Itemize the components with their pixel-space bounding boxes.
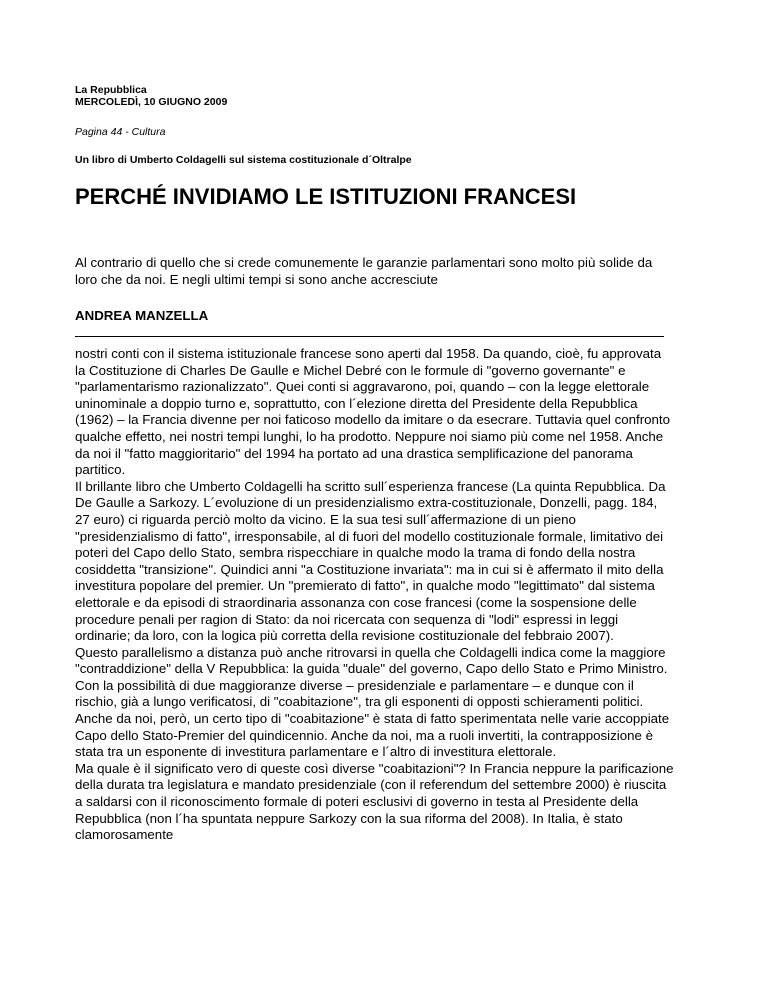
article-kicker: Un libro di Umberto Coldagelli sul sistema costituzionale d´Oltralpe bbox=[75, 154, 412, 166]
body-paragraph: nostri conti con il sistema istituzionale francese sono aperti dal 1958. Da quando, cioè, fu approvata la Costituzione di Charles De Gaulle e Michel Debré con le formule di "governo governante" e "parlamentarismo razionalizzato". Quei conti si aggravarono, poi, quando – con la legge elettorale uninominale a doppio turno e, soprattutto, con l´elezione diretta del Presidente della Repubblica (1962) – la Francia divenne per noi faticoso modello da imitare o da esecrare. Tuttavia quel confronto qualche effetto, nei nostri tempi lunghi, lo ha prodotto. Neppure noi siamo più come nel 1958. Anche da noi il "fatto maggioritario" del 1994 ha portato ad una drastica semplificazione del panorama partitico. bbox=[75, 346, 671, 478]
body-paragraph: Ma quale è il significato vero di queste così diverse "coabitazioni"? In Francia neppure la parificazione della durata tra legislatura e mandato presidenziale (con il referendum del settembre 2000) è riuscita a saldarsi con il riconoscimento formale di poteri esclusivi di governo in testa al Presidente della Repubblica (non l´ha spuntata neppure Sarkozy con la sua riforma del 2008). In Italia, è stato clamorosamente bbox=[75, 760, 674, 843]
publication-date: MERCOLEDÌ, 10 GIUGNO 2009 bbox=[75, 96, 228, 108]
article-author: ANDREA MANZELLA bbox=[75, 308, 209, 323]
publication-info bbox=[75, 84, 227, 108]
article-body bbox=[75, 346, 675, 844]
separator-rule bbox=[75, 336, 664, 337]
article-summary: Al contrario di quello che si crede comunemente le garanzie parlamentari sono molto più solide da loro che da noi. E negli ultimi tempi si sono anche accresciute bbox=[75, 255, 653, 287]
body-paragraph: Questo parallelismo a distanza può anche ritrovarsi in quella che Coldagelli indica come la maggiore "contraddizione" della V Repubblica: la guida "duale" del governo, Capo dello Stato e Primo Ministro. Con la possibilità di due maggioranze diverse – presidenziale e parlamentare – e dunque con il rischio, già a lungo verificatosi, di "coabitazione", tra gli esponenti di opposti schieramenti politici. Anche da noi, però, un certo tipo di "coabitazione" è stata di fatto sperimentata nelle varie accoppiate Capo dello Stato-Premier del quindicennio. Anche da noi, ma a ruoli invertiti, la contrapposizione è stata tra un esponente di investitura parlamentare e l´altro di investitura elettorale. bbox=[75, 644, 670, 760]
page-section: Pagina 44 - Cultura bbox=[75, 126, 166, 138]
newspaper-name: La Repubblica bbox=[75, 84, 147, 96]
body-paragraph: Il brillante libro che Umberto Coldagelli ha scritto sull´esperienza francese (La quinta Repubblica. Da De Gaulle a Sarkozy. L´evoluzione di un presidenzialismo extra-costituzionale, Donzelli, pagg. 184, 27 euro) ci riguarda perciò molto da vicino. E la sua tesi sull´affermazione di un pieno "presidenzialismo di fatto", irresponsabile, al di fuori del modello costituzionale formale, limitativo dei poteri del Capo dello Stato, sembra rispecchiare in qualche modo la trama di fondo della nostra cosiddetta "transizione". Quindici anni "a Costituzione invariata": ma in cui si è affermato il mito della investitura popolare del premier. Un "premierato di fatto", in qualche modo "legittimato" dal sistema elettorale e da episodi di straordinaria assonanza con cose francesi (come la sospensione delle procedure penali per ragion di Stato: da noi ricercata con sequenza di "lodi" espressi in leggi ordinarie; da loro, con la logica più corretta della revisione costituzionale del febbraio 2007). bbox=[75, 478, 666, 644]
article-headline: PERCHÉ INVIDIAMO LE ISTITUZIONI FRANCESI bbox=[75, 184, 577, 209]
